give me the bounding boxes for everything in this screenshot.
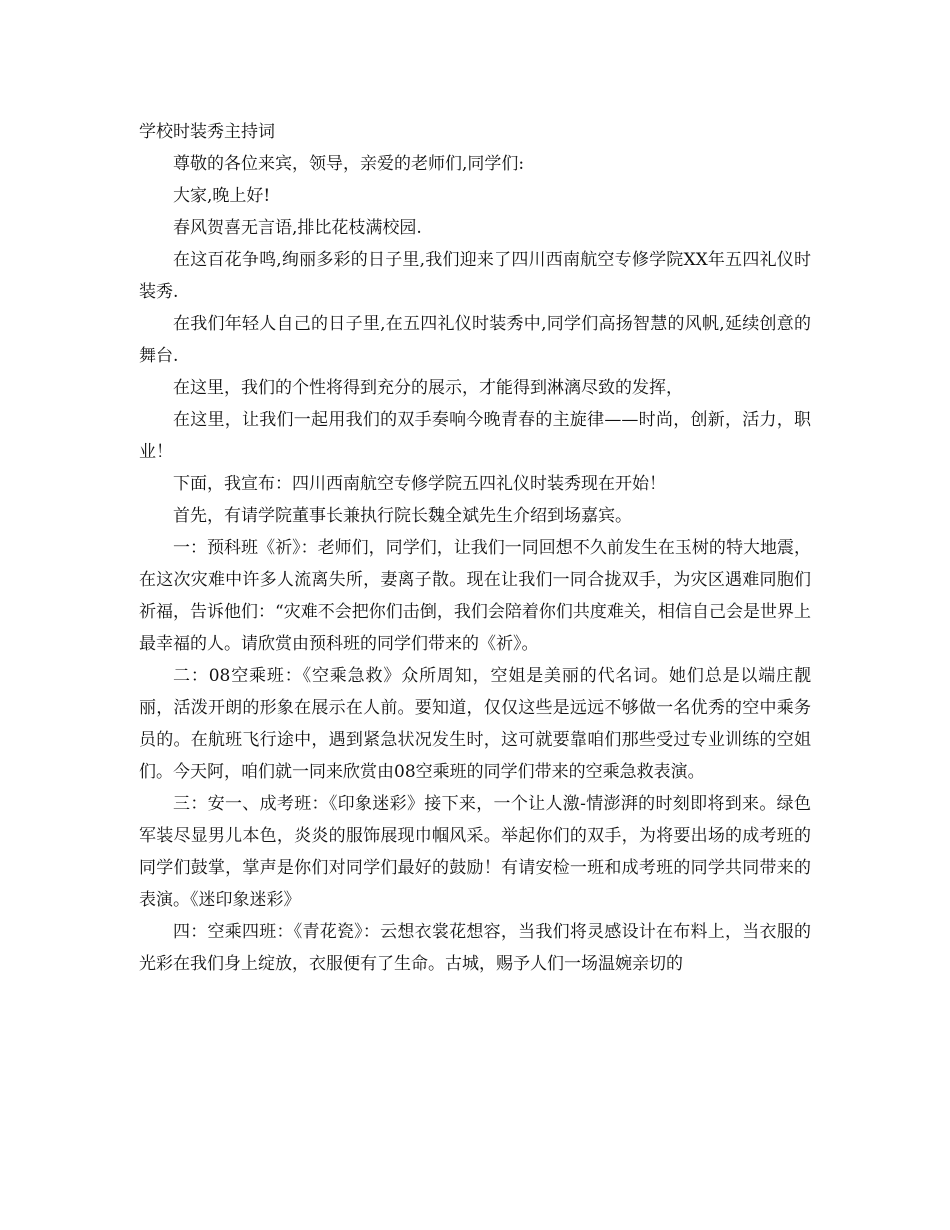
paragraph-here-personality: 在这里，我们的个性将得到充分的展示，才能得到淋漓尽致的发挥， xyxy=(173,378,683,398)
paragraph-spring-verse: 春风贺喜无言语,排比花枝满校园. xyxy=(173,218,422,238)
document-page xyxy=(139,116,811,980)
paragraph-announcement: 下面，我宣布：四川西南航空专修学院五四礼仪时装秀现在开始！ xyxy=(173,474,666,494)
paragraph-introduce-guests: 首先，有请学院董事长兼执行院长魏全斌先生介绍到场嘉宾。 xyxy=(173,506,632,526)
paragraph-youth-day: 在我们年轻人自己的日子里,在五四礼仪时装秀中,同学们高扬智慧的风帆,延续创意的舞台. xyxy=(139,314,811,366)
document-title: 学校时装秀主持词 xyxy=(139,122,275,142)
paragraph-act-three: 三：安一、成考班：《印象迷彩》接下来，一个让人激-情澎湃的时刻即将到来。绿色军装尽显男儿本色，炎炎的服饰展现巾帼风采。举起你们的双手，为将要出场的成考班的同学们鼓掌，掌声是你们对同学们最好的鼓励！有请安检一班和成考班的同学共同带来的表演。《迷印象迷彩》 xyxy=(139,794,811,910)
paragraph-greeting: 尊敬的各位来宾，领导，亲爱的老师们,同学们: xyxy=(173,154,525,174)
paragraph-good-evening: 大家,晚上好! xyxy=(173,186,271,206)
paragraph-welcome: 在这百花争鸣,绚丽多彩的日子里,我们迎来了四川西南航空专修学院XX年五四礼仪时装秀. xyxy=(139,250,811,302)
paragraph-here-theme: 在这里，让我们一起用我们的双手奏响今晚青春的主旋律——时尚，创新，活力，职业！ xyxy=(139,410,811,462)
paragraph-act-one: 一：预科班《祈》：老师们，同学们，让我们一同回想不久前发生在玉树的特大地震，在这次灾难中许多人流离失所，妻离子散。现在让我们一同合拢双手，为灾区遇难同胞们祈福，告诉他们：“灾难不会把你们击倒，我们会陪着你们共度难关，相信自己会是世界上最幸福的人。请欣赏由预科班的同学们带来的《祈》。 xyxy=(139,538,811,654)
paragraph-act-four: 四：空乘四班：《青花瓷》：云想衣裳花想容，当我们将灵感设计在布料上，当衣服的光彩在我们身上绽放，衣服便有了生命。古城，赐予人们一场温婉亲切的 xyxy=(139,922,811,974)
paragraph-act-two: 二：08空乘班：《空乘急救》众所周知，空姐是美丽的代名词。她们总是以端庄靓丽，活泼开朗的形象在展示在人前。要知道，仅仅这些是远远不够做一名优秀的空中乘务员的。在航班飞行途中，遇到紧急状况发生时，这可就要靠咱们那些受过专业训练的空姐们。今天阿，咱们就一同来欣赏由08空乘班的同学们带来的空乘急救表演。 xyxy=(139,666,811,782)
